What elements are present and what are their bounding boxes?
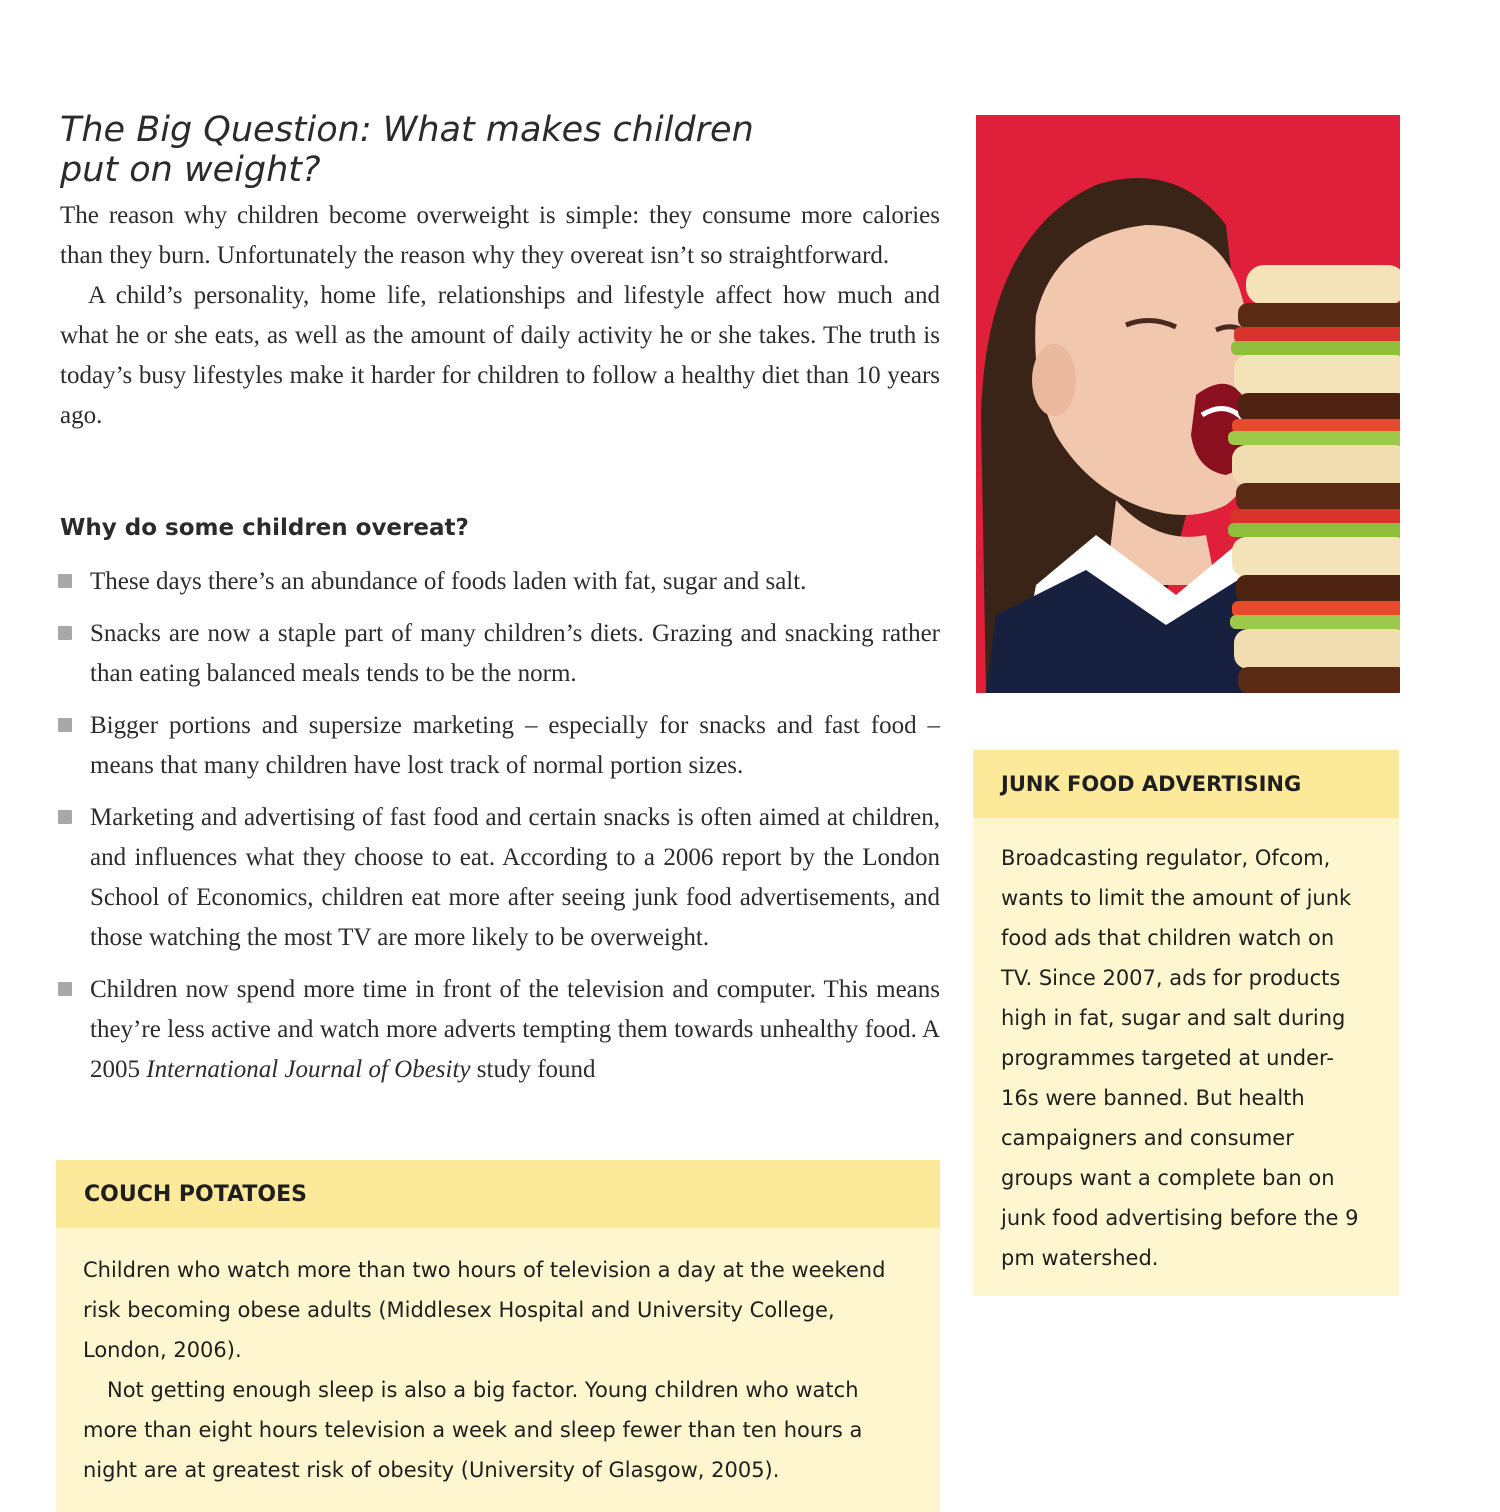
couch-potatoes-box xyxy=(56,1160,940,1512)
couch-paragraph-2: Not getting enough sleep is also a big factor. Young children who watch more than eight hours television a week and sleep fewer than ten hours a night are at greatest risk of obesity (University of Glasgow, 2005). xyxy=(83,1378,863,1482)
list-item xyxy=(56,614,940,694)
bullet-text-start: Children now spend more time in front of the television and computer. This means they’re less active and watch more adverts tempting them towards unhealthy food. A 2005 xyxy=(90,976,940,1083)
bullet-square-icon xyxy=(58,982,72,996)
photo-illustration xyxy=(976,115,1400,693)
girl-eating-burger-photo xyxy=(976,115,1400,693)
list-item xyxy=(56,562,940,602)
bullet-text: Bigger portions and supersize marketing – especially for snacks and fast food – means that many children have lost track of normal portion sizes. xyxy=(90,712,940,779)
bullet-text-last xyxy=(90,970,940,1090)
junk-food-body xyxy=(973,818,1399,1278)
burger-stack xyxy=(1228,265,1400,693)
journal-title: International Journal of Obesity xyxy=(146,1056,471,1083)
list-item xyxy=(56,970,940,1090)
junk-food-advertising-box xyxy=(973,750,1399,1296)
bullet-text-end: study found xyxy=(470,1056,596,1083)
junk-food-heading: JUNK FOOD ADVERTISING xyxy=(973,750,1399,818)
list-item xyxy=(56,706,940,786)
bullet-square-icon xyxy=(58,574,72,588)
list-item xyxy=(56,798,940,958)
page-title: The Big Question: What makes children put on weight? xyxy=(60,110,754,190)
couch-paragraph-1: Children who watch more than two hours of television a day at the weekend risk becoming obese adults (Middlesex Hospital and University College, London, 2006). xyxy=(83,1258,886,1362)
couch-potatoes-body xyxy=(56,1228,940,1490)
bullet-text: These days there’s an abundance of foods laden with fat, sugar and salt. xyxy=(90,568,807,595)
intro-text xyxy=(60,196,940,436)
bullet-square-icon xyxy=(58,626,72,640)
bullet-square-icon xyxy=(58,810,72,824)
junk-food-paragraph: Broadcasting regulator, Ofcom, wants to limit the amount of junk food ads that children watch on TV. Since 2007, ads for products high in fat, sugar and salt during programmes targeted at under-16s were banned. But health campaigners and consumer groups want a complete ban on junk food advertising before the 9 pm watershed. xyxy=(1001,846,1359,1270)
section-subheading: Why do some children overeat? xyxy=(60,515,469,541)
intro-paragraph-2: A child’s personality, home life, relationships and lifestyle affect how much and what he or she eats, as well as the amount of daily activity he or she takes. The truth is today’s busy lifestyles make it harder for children to follow a healthy diet than 10 years ago. xyxy=(60,282,940,429)
bullet-text: Snacks are now a staple part of many children’s diets. Grazing and snacking rather than eating balanced meals tends to be the norm. xyxy=(90,620,940,687)
intro-paragraph-1: The reason why children become overweight is simple: they consume more calories than they burn. Unfortunately the reason why they overeat isn’t so straightforward. xyxy=(60,202,940,269)
bullet-square-icon xyxy=(58,718,72,732)
bullet-text: Marketing and advertising of fast food and certain snacks is often aimed at children, and influences what they choose to eat. According to a 2006 report by the London School of Economics, children eat more after seeing junk food advertisements, and those watching the most TV are more likely to be overweight. xyxy=(90,804,940,951)
couch-potatoes-heading: COUCH POTATOES xyxy=(56,1160,940,1228)
bullet-list xyxy=(56,562,940,1102)
